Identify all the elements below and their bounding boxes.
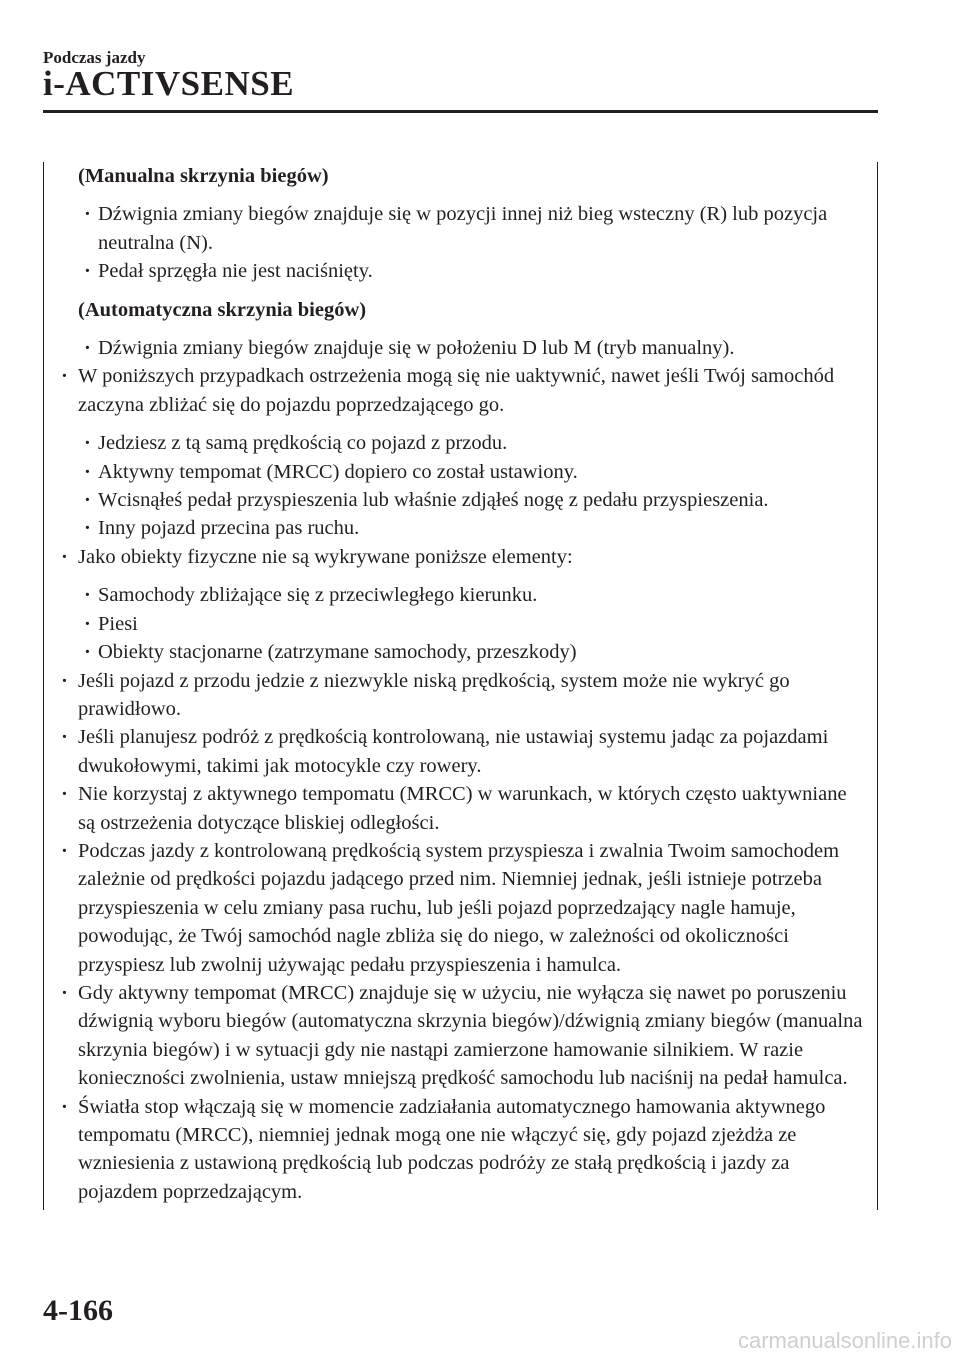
bullet-paragraph: · Jeśli planujesz podróż z prędkością kontrolowaną, nie ustawiaj systemu jadąc za pojazdami dwukołowymi, takimi jak motocykle czy rowery. — [60, 723, 865, 780]
section-title: Podczas jazdy — [43, 48, 146, 67]
page-number: 4-166 — [43, 1294, 113, 1327]
bullet-paragraph: · Gdy aktywny tempomat (MRCC) znajduje się w użyciu, nie wyłącza się nawet po poruszeniu dźwignią wyboru biegów (automatyczna skrzynia biegów)/dźwignią zmiany biegów (manualna skrzynia biegów) i w sytuacji gdy nie nastąpi zamierzone hamowanie silnikiem. W razie konieczności zwolnienia, ustaw mniejszą prędkość samochodu lub naciśnij na pedał hamulca. — [60, 979, 865, 1093]
list-item: · Dźwignia zmiany biegów znajduje się w pozycji innej niż bieg wsteczny (R) lub pozycja neutralna (N). — [60, 200, 865, 257]
header-rule — [43, 110, 878, 113]
bullet-paragraph: · Nie korzystaj z aktywnego tempomatu (MRCC) w warunkach, w których często uaktywniane są ostrzeżenia dotyczące bliskiej odległości. — [60, 780, 865, 837]
list-item: · Pedał sprzęgła nie jest naciśnięty. — [60, 257, 865, 285]
manual-gearbox-heading: (Manualna skrzynia biegów) — [78, 165, 329, 187]
bullet-paragraph: · W poniższych przypadkach ostrzeżenia mogą się nie uaktywnić, nawet jeśli Twój samochód zaczyna zbliżać się do pojazdu poprzedzającego go. — [60, 362, 865, 419]
list-item: · Inny pojazd przecina pas ruchu. — [60, 514, 865, 542]
right-margin-line — [877, 162, 878, 1210]
list-item: · Jedziesz z tą samą prędkością co pojazd z przodu. — [60, 429, 865, 457]
chapter-title: i-ACTIVSENSE — [43, 64, 295, 103]
bullet-paragraph: · Jeśli pojazd z przodu jedzie z niezwykle niską prędkością, system może nie wykryć go prawidłowo. — [60, 667, 865, 724]
automatic-gearbox-heading: (Automatyczna skrzynia biegów) — [78, 298, 367, 321]
list-item: · Wcisnąłeś pedał przyspieszenia lub właśnie zdjąłeś nogę z pedału przyspieszenia. — [60, 486, 865, 514]
list-item: · Obiekty stacjonarne (zatrzymane samochody, przeszkody) — [60, 638, 865, 666]
list-item: · Piesi — [60, 610, 865, 638]
watermark: carmanualsonline.info — [737, 1328, 952, 1353]
list-item: · Aktywny tempomat (MRCC) dopiero co został ustawiony. — [60, 458, 865, 486]
list-item: · Samochody zbliżające się z przeciwległego kierunku. — [60, 581, 865, 609]
body-text — [60, 160, 865, 1206]
list-item: · Dźwignia zmiany biegów znajduje się w położeniu D lub M (tryb manualny). — [60, 334, 865, 362]
bullet-paragraph: · Jako obiekty fizyczne nie są wykrywane poniższe elementy: — [60, 543, 865, 571]
bullet-paragraph: · Podczas jazdy z kontrolowaną prędkością system przyspiesza i zwalnia Twoim samochodem zależnie od prędkości pojazdu jadącego przed nim. Niemniej jednak, jeśli istnieje potrzeba przyspieszenia w celu zmiany pasa ruchu, lub jeśli pojazd poprzedzający nagle hamuje, powodując, że Twój samochód nagle zbliża się do niego, w zależności od okoliczności przyspiesz lub zwolnij używając pedału przyspieszenia i hamulca. — [60, 837, 865, 979]
bullet-paragraph: · Światła stop włączają się w momencie zadziałania automatycznego hamowania aktywnego tempomatu (MRCC), niemniej jednak mogą one nie włączyć się, gdy pojazd zjeżdża ze wzniesienia z ustawioną prędkością lub podczas podróży ze stałą prędkością i jazdy za pojazdem poprzedzającym. — [60, 1093, 865, 1207]
left-margin-line — [43, 162, 44, 1210]
